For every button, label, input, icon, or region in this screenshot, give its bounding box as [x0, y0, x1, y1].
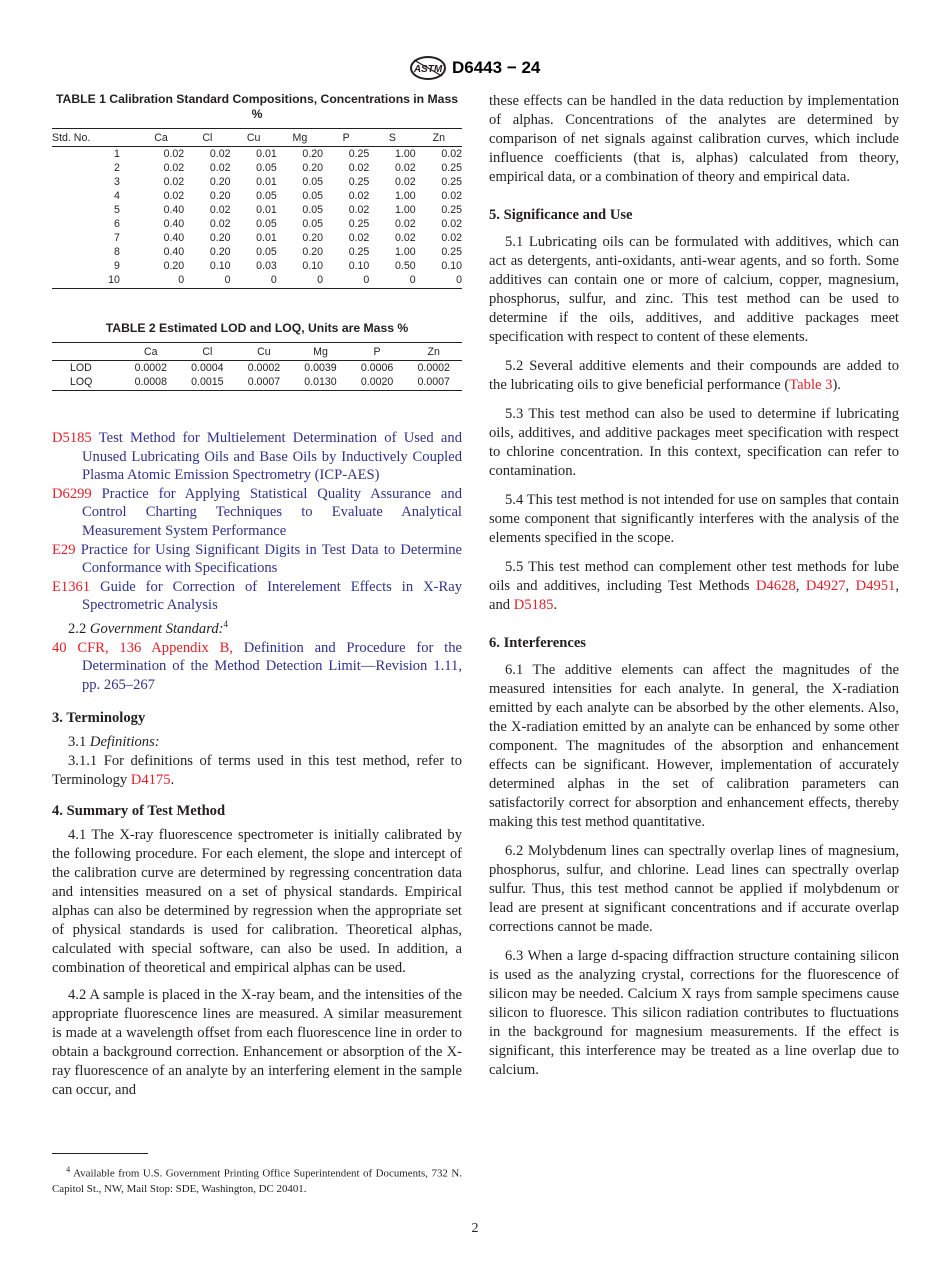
table-cell: 0.40: [163, 232, 185, 244]
table-cell: 0.20: [163, 260, 185, 272]
table-cell: 0.0008: [122, 375, 179, 391]
table-cell: 0: [138, 273, 184, 289]
astm-logo-icon: [408, 55, 448, 81]
ref-code[interactable]: 40 CFR, 136 Appendix B,: [52, 639, 233, 656]
ref-link[interactable]: D4951: [855, 578, 896, 594]
section-5-heading: 5. Significance and Use: [489, 207, 633, 223]
table-cell: 0: [277, 273, 323, 289]
table-row: [52, 361, 462, 376]
lod-loq-table: [52, 342, 462, 391]
ref-title[interactable]: Practice for Applying Statistical Quality Assurance and Control Charting Techniques to Evaluate Analytical Measurement System Performance: [82, 485, 462, 539]
table-cell: 0: [184, 273, 230, 289]
table-cell: 0.02: [441, 148, 462, 160]
section-label: Definitions:: [89, 733, 160, 750]
table-cell: 0.05: [256, 190, 277, 202]
para-6-2: 6.2 Molybdenum lines can spectrally overlap lines of magnesium, phosphorus, sulfur, and chlorine. Lead lines can spectrally overlap sulfur. Thus, this test method cannot be applied if molybdenum or lead are present at significant concentrations and if accurate overlap corrections cannot be made.: [489, 843, 899, 935]
para-5-2: [489, 357, 899, 395]
table-cell: 0.10: [209, 260, 231, 272]
table-cell: 0.02: [394, 176, 416, 188]
column-header: Mg: [292, 343, 349, 361]
ref-code[interactable]: D5185: [52, 430, 92, 446]
column-header: Cu: [236, 343, 293, 361]
column-header: Zn: [416, 129, 462, 147]
ref-item[interactable]: [52, 578, 462, 615]
column-header: Ca: [122, 343, 179, 361]
table-cell: 0.25: [441, 176, 462, 188]
table-cell: 0.20: [209, 232, 231, 244]
table-cell: 0.02: [348, 204, 370, 216]
referenced-documents-list: [52, 429, 462, 615]
table-cell: 0.0002: [247, 362, 281, 374]
table-cell: 0.05: [256, 218, 277, 230]
table-cell: 10: [52, 273, 138, 289]
table-cell: 0.25: [441, 162, 462, 174]
para-4-2-continued: these effects can be handled in the data reduction by implementation of alphas. Concentrations of the analytes are determined by comparison of net signals against calibration curves, which include influence coefficients (that is, alphas) calculated from theory, empirical data, or a combination of theory and empirical data.: [489, 93, 899, 185]
table-row: [52, 273, 462, 289]
para-5-5: [489, 558, 899, 615]
table-cell: 1.00: [394, 148, 416, 160]
paragraph-text: 5.2 Several additive elements and their compounds are added to the lubricating oils to give beneficial performance (: [489, 358, 899, 393]
column-header: S: [369, 129, 415, 147]
ref-item[interactable]: [52, 541, 462, 578]
section-3-heading: 3. Terminology: [52, 709, 146, 726]
table-cell: 1.00: [394, 204, 416, 216]
table-cell: 0.20: [209, 190, 231, 202]
footnote-marker: 4: [223, 618, 229, 629]
table-cell: 0.01: [256, 148, 277, 160]
table-row: [52, 217, 462, 231]
para-4-2: 4.2 A sample is placed in the X-ray beam, and the intensities of the appropriate fluorescence lines are measured. A similar measurement is made at a wavelength offset from each fluorescence line in order to obtain a background correction. Enhancement or absorption of the X-ray fluorescence of an analyte by an interfering element in the sample can occur, and: [52, 986, 462, 1098]
ref-link[interactable]: D5185: [513, 597, 554, 613]
column-header: Ca: [138, 129, 184, 147]
table-cell: 0.0006: [360, 362, 394, 374]
table-cell: 0.10: [302, 260, 324, 272]
para-6-3: 6.3 When a large d-spacing diffraction structure containing silicon is used as the analyzing crystal, corrections for the fluorescence of silicon may be needed. Calcium X rays from sample specimens cause silicon to fluoresce. This silicon radiation contributes to fluctuations in the background for magnesium measurements. If the effect is significant, this interference may be treated as a line overlap due to calcium.: [489, 948, 899, 1078]
table-cell: 0.02: [348, 190, 370, 202]
table-cell: 0.02: [163, 148, 185, 160]
table-cell: 0.40: [163, 218, 185, 230]
column-header: [52, 343, 122, 361]
table-cell: 0.25: [441, 246, 462, 258]
section-6-heading: 6. Interferences: [489, 635, 586, 651]
ref-code[interactable]: D6299: [52, 485, 92, 502]
table-cell: 0.05: [256, 246, 277, 258]
table-cell: 0.01: [256, 204, 277, 216]
column-header: Mg: [277, 129, 323, 147]
table-cell: 3: [114, 176, 120, 188]
para-4-1: 4.1 The X-ray fluorescence spectrometer is initially calibrated by the following procedure. For each element, the slope and intercept of the calibration curve are determined by regressing concentration data and intensities measured on a set of physical standards. Empirical alphas can also be determined by regression when the appropriate set of physical standards is used for calibration. Theoretical alphas, calculated with special software, can also be used. In addition, a combination of theoretical and empirical alphas can be used.: [52, 826, 462, 976]
column-header: P: [349, 343, 406, 361]
para-3-1-1: [52, 752, 462, 790]
table-cell: 0.05: [302, 176, 324, 188]
table-cell: 1.00: [394, 190, 416, 202]
table-cell: 0.05: [256, 162, 277, 174]
table-cell: 0.02: [348, 162, 370, 174]
table-cell: 0.02: [209, 148, 231, 160]
ref-link[interactable]: D4175: [130, 771, 171, 788]
table-cell: 0.02: [163, 176, 185, 188]
table-row: [52, 175, 462, 189]
table-cell: 0.20: [209, 246, 231, 258]
table-cell: 0.0039: [304, 362, 337, 374]
table2-caption: TABLE 2 Estimated LOD and LOQ, Units are Mass %: [105, 321, 409, 335]
footnote-divider: [52, 1153, 148, 1154]
table-cell: 0.0004: [191, 362, 224, 374]
left-column: [52, 92, 462, 1100]
table-cell: 0.01: [256, 232, 277, 244]
footnote-marker: 4: [66, 1165, 71, 1174]
section-number: 2.2: [68, 620, 87, 637]
para-5-3: 5.3 This test method can also be used to determine if lubricating oils, additives, and additive packages meet specification with respect to chlorine concentration. In this context, specification can refer to contamination.: [489, 406, 899, 479]
punctuation: .: [553, 597, 558, 613]
table-cell: 0.10: [348, 260, 370, 272]
table-cell: 0.20: [302, 148, 324, 160]
table-cell: 0: [416, 273, 462, 289]
table-cell: 0.20: [302, 162, 324, 174]
table-cell: 0.02: [209, 204, 231, 216]
table-cell: 0: [323, 273, 369, 289]
table-cell: 1.00: [394, 246, 416, 258]
table-cell: 0.0002: [134, 362, 167, 374]
table-cell: 0.02: [394, 162, 416, 174]
table-row: [52, 189, 462, 203]
table-cell: 0.40: [163, 246, 185, 258]
paragraph-text: 3.1.1 For definitions of terms used in this test method, refer to Terminology: [52, 752, 462, 788]
column-header: Cl: [179, 343, 236, 361]
table-row: [52, 231, 462, 245]
table-cell: 0.02: [163, 162, 185, 174]
footnote-text: Available from U.S. Government Printing Office Superintendent of Documents, 732 N. Capitol St., NW, Mail Stop: SDE, Washington, DC 20401.: [52, 1167, 463, 1195]
table-cell: 2: [114, 162, 120, 174]
table-cell: 0.02: [209, 162, 231, 174]
punctuation: ).: [832, 377, 841, 393]
right-column: [489, 92, 899, 1080]
section-number: 3.1: [68, 733, 87, 750]
para-3-1: [52, 733, 462, 752]
ref-item[interactable]: [52, 429, 462, 485]
ref-link[interactable]: D4628: [756, 578, 796, 594]
table-cell: 0.01: [256, 176, 277, 188]
table-cell: 0.0007: [405, 375, 462, 391]
paragraph-text: 5.5 This test method can complement other test methods for lube oils and additives, including Test Methods: [489, 559, 899, 594]
cfr-ref-item[interactable]: [52, 639, 462, 695]
table-cell: 0.05: [302, 204, 324, 216]
document-designation: D6443 − 24: [452, 58, 541, 77]
table-cell: 5: [114, 204, 120, 216]
calibration-standards-table: [52, 128, 462, 289]
punctuation: .: [170, 771, 175, 788]
table-cell: 0.02: [348, 232, 370, 244]
para-5-4: 5.4 This test method is not intended for use on samples that contain some component that significantly interferes with the analysis of the elements specified in the scope.: [489, 492, 899, 546]
table-cell: 0.02: [394, 218, 416, 230]
table-cell: 0.0015: [179, 375, 236, 391]
page-number: 2: [471, 1221, 479, 1236]
table-cell: 0.25: [441, 204, 462, 216]
ref-title[interactable]: Definition and Procedure for the Determination of the Method Detection Limit—Revision 1.11, pp. 265–267: [82, 639, 463, 693]
punctuation: ,: [795, 578, 806, 594]
column-header: Cl: [184, 129, 230, 147]
para-5-1: 5.1 Lubricating oils can be formulated with additives, which can act as detergents, anti-oxidants, anti-wear agents, and so forth. Some additives can contain one or more of calcium, copper, magnesium, phosphorus, sulfur, and zinc. This test method can be used to determine if the oils, additives, and additive packages meet specification with respect to content of these elements.: [489, 234, 899, 345]
footnote: [52, 1162, 462, 1197]
table-cell: 0.0020: [349, 375, 406, 391]
table1-caption: TABLE 1 Calibration Standard Compositions, Concentrations in Mass %: [56, 92, 459, 121]
column-header: Cu: [230, 129, 276, 147]
table-row: [52, 161, 462, 175]
column-header: P: [323, 129, 369, 147]
logo-text: ASTM: [413, 64, 443, 75]
table-cell: 0.40: [163, 204, 185, 216]
ref-code[interactable]: E29: [52, 541, 76, 558]
table-row: [52, 259, 462, 273]
table-cell: 4: [114, 190, 120, 202]
table-cell: 0.03: [256, 260, 277, 272]
column-header: Std. No.: [52, 129, 138, 147]
table-cell: 0: [369, 273, 415, 289]
page-header: [0, 55, 950, 83]
table-cell: 0.50: [394, 260, 416, 272]
column-header: Zn: [405, 343, 462, 361]
table-cell: 0.05: [302, 190, 324, 202]
table-cell: 0.05: [302, 218, 324, 230]
table-cell: 0.02: [441, 190, 462, 202]
table-cell: 0.02: [441, 218, 462, 230]
table-cell: 0.25: [348, 246, 370, 258]
ref-code[interactable]: E1361: [52, 578, 91, 595]
table-cell: 7: [114, 232, 120, 244]
section-label: Government Standard:: [89, 620, 224, 637]
table-cell: 0.25: [348, 218, 370, 230]
table-cell: 0.02: [441, 232, 462, 244]
table-cell: 0.20: [302, 232, 324, 244]
table-cell: 0.02: [394, 232, 416, 244]
para-6-1: 6.1 The additive elements can affect the magnitudes of the measured intensities for each analyte. In general, the X-radiation emitted by each analyte can be absorbed by the other elements. Also, the X-radiation emitted by an analyte can be enhanced by some other component. The magnitudes of the absorption and enhancement effects can be significant. However, implementation of accurately determined alphas in the set of calibration parameters can satisfactorily correct for absorption and enhancement effects, thereby making this test method quantitative.: [489, 662, 899, 830]
table-cell: LOQ: [52, 375, 122, 391]
table-cell: 1: [114, 148, 120, 160]
ref-item[interactable]: [52, 485, 462, 541]
table-row: [52, 375, 462, 391]
table-cell: 0.20: [209, 176, 231, 188]
table-cell: 6: [114, 218, 120, 230]
ref-title[interactable]: Practice for Using Significant Digits in Test Data to Determine Conformance with Specifications: [80, 541, 462, 577]
table-cell: 0.10: [441, 260, 462, 272]
section-4-heading: 4. Summary of Test Method: [52, 802, 226, 819]
table-cell: 0.0002: [417, 362, 450, 374]
table-cell: 0: [230, 273, 276, 289]
table-cell: 0.0007: [236, 375, 293, 391]
ref-title[interactable]: Guide for Correction of Interelement Effects in X-Ray Spectrometric Analysis: [82, 578, 462, 614]
table-3-link[interactable]: Table 3: [789, 377, 833, 393]
ref-link[interactable]: D4927: [805, 578, 846, 594]
table-cell: LOD: [70, 362, 92, 374]
government-standard-heading: [52, 615, 462, 639]
table-cell: 9: [114, 260, 120, 272]
table-row: [52, 203, 462, 217]
table-cell: 0.0130: [292, 375, 349, 391]
ref-title[interactable]: Test Method for Multielement Determination of Used and Unused Lubricating Oils and Base Oils by Inductively Coupled Plasma Atomic Emission Spectrometry (ICP-AES): [82, 430, 462, 484]
table-cell: 0.25: [348, 148, 370, 160]
table-cell: 0.20: [302, 246, 324, 258]
table-cell: 0.02: [209, 218, 231, 230]
table-row: [52, 147, 462, 162]
table-cell: 8: [114, 246, 120, 258]
punctuation: ,: [845, 578, 856, 594]
table-cell: 0.25: [348, 176, 370, 188]
table-row: [52, 245, 462, 259]
punctuation: , and: [489, 578, 899, 613]
table-cell: 0.02: [163, 190, 185, 202]
